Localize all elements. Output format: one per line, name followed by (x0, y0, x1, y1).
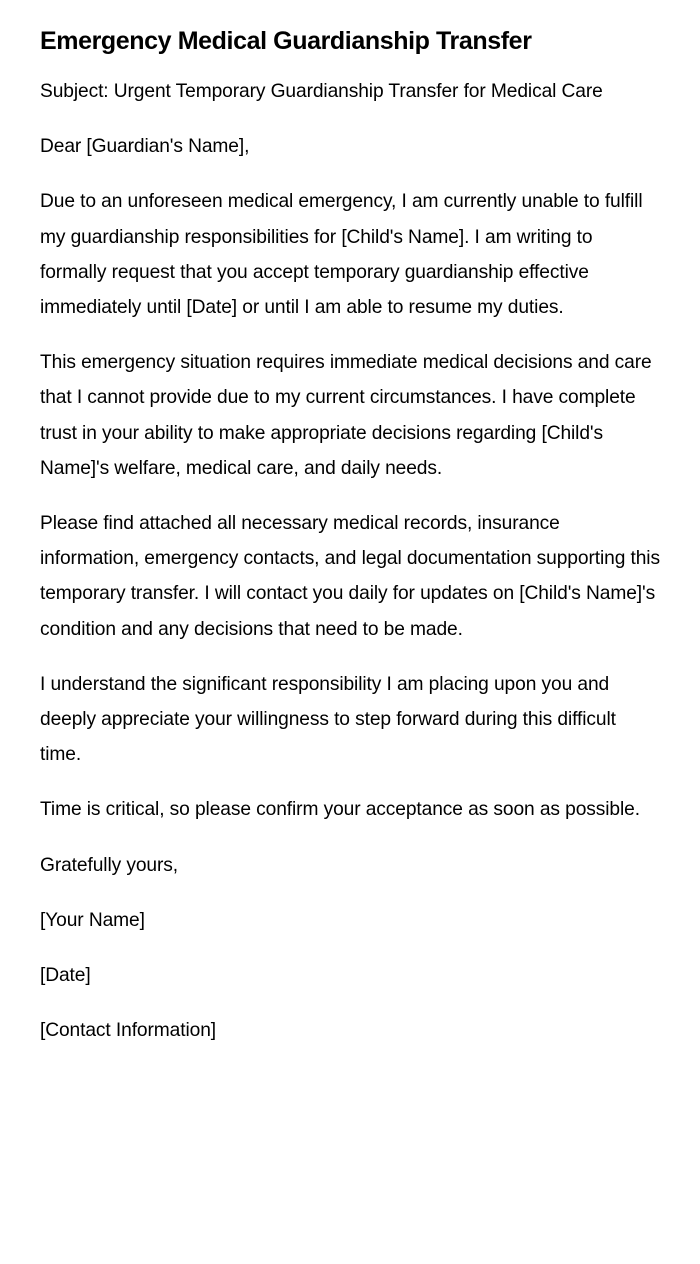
closing: Gratefully yours, (40, 854, 178, 876)
body-paragraph-2: This emergency situation requires immediate medical decisions and care that I cannot provide due to my current circumstances. I have complete trust in your ability to make appropriate decisions regarding [Child's Name]'s welfare, medical care, and daily needs. (40, 352, 652, 479)
signature-name: [Your Name] (40, 909, 145, 931)
salutation: Dear [Guardian's Name], (40, 136, 250, 158)
signature-contact: [Contact Information] (40, 1020, 217, 1042)
body-paragraph-4: I understand the significant responsibility I am placing upon you and deeply appreciate your willingness to step forward during this difficult time. (40, 673, 616, 766)
body-paragraph-3: Please find attached all necessary medical records, insurance information, emergency contacts, and legal documentation supporting this temporary transfer. I will contact you daily for updates on [Child's Name]'s condition and any decisions that need to be made. (40, 513, 660, 640)
document-title: Emergency Medical Guardianship Transfer (40, 27, 532, 55)
subject-line: Subject: Urgent Temporary Guardianship Transfer for Medical Care (40, 81, 603, 102)
body-paragraph-1: Due to an unforeseen medical emergency, I am currently unable to fulfill my guardianship responsibilities for [Child's Name]. I am writing to formally request that you accept temporary guardianship effective immediately until [Date] or until I am able to resume my duties. (40, 191, 643, 319)
signature-date: [Date] (40, 965, 91, 987)
body-paragraph-5: Time is critical, so please confirm your acceptance as soon as possible. (40, 799, 640, 821)
